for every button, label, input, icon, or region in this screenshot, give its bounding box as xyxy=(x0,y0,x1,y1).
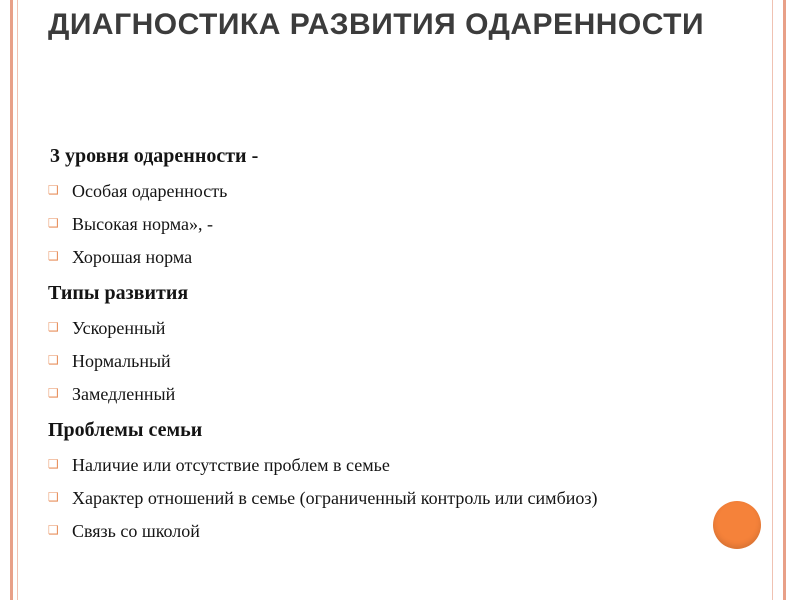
square-bullet-icon: ❑ xyxy=(48,490,59,504)
list-item xyxy=(48,213,664,235)
family-list xyxy=(48,454,664,542)
list-item-text: Высокая норма», - xyxy=(72,214,213,234)
list-item-text: Особая одаренность xyxy=(72,181,228,201)
list-item xyxy=(48,520,664,542)
square-bullet-icon: ❑ xyxy=(48,457,59,471)
list-item-text: Ускоренный xyxy=(72,318,166,338)
list-item-text: Связь со школой xyxy=(72,521,200,541)
section-heading-family: Проблемы семьи xyxy=(48,419,203,441)
list-item-text: Наличие или отсутствие проблем в семье xyxy=(72,455,390,475)
square-bullet-icon: ❑ xyxy=(48,523,59,537)
list-item xyxy=(48,383,664,405)
slide-content xyxy=(48,143,664,542)
list-item xyxy=(48,350,664,372)
list-item xyxy=(48,180,664,202)
list-item xyxy=(48,246,664,268)
square-bullet-icon: ❑ xyxy=(48,183,59,197)
square-bullet-icon: ❑ xyxy=(48,249,59,263)
list-item-text: Замедленный xyxy=(72,384,176,404)
orange-circle-decoration xyxy=(713,501,761,549)
types-list xyxy=(48,317,664,405)
levels-list xyxy=(48,180,664,268)
square-bullet-icon: ❑ xyxy=(48,320,59,334)
list-item xyxy=(48,317,664,339)
square-bullet-icon: ❑ xyxy=(48,353,59,367)
square-bullet-icon: ❑ xyxy=(48,386,59,400)
list-item xyxy=(48,454,664,476)
section-heading-types: Типы развития xyxy=(48,282,189,304)
list-item xyxy=(48,487,664,509)
list-item-text: Нормальный xyxy=(72,351,171,371)
section-heading-levels: 3 уровня одаренности - xyxy=(50,145,259,167)
list-item-text: Хорошая норма xyxy=(72,247,193,267)
list-item-text: Характер отношений в семье (ограниченный контроль или симбиоз) xyxy=(72,488,598,508)
square-bullet-icon: ❑ xyxy=(48,216,59,230)
slide-title: ДИАГНОСТИКА РАЗВИТИЯ ОДАРЕННОСТИ xyxy=(48,8,705,41)
